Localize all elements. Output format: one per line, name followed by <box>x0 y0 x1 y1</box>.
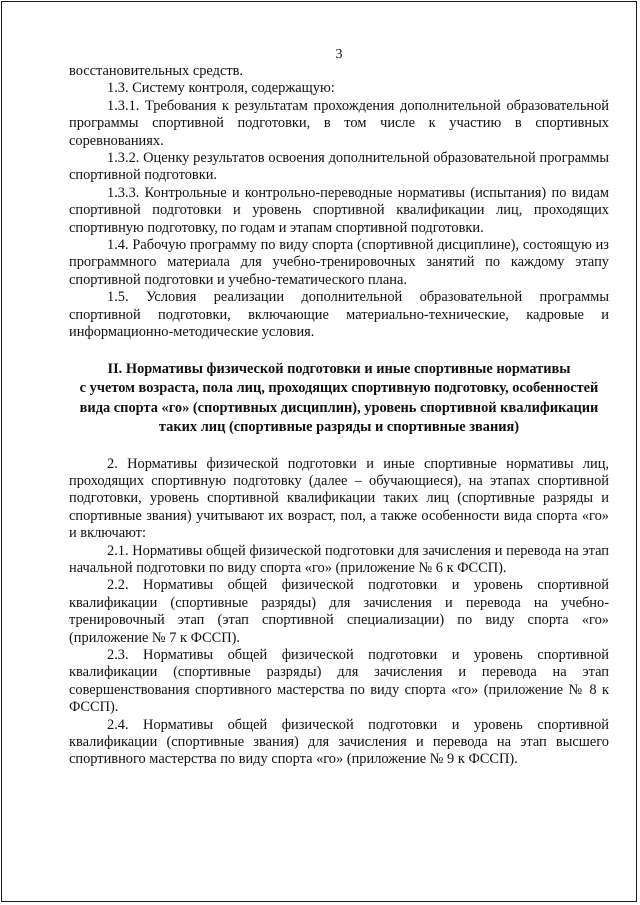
paragraph: 1.4. Рабочую программу по виду спорта (спортивной дисциплине), состоящую из программного материала для учебно-тренировочных занятий по каждому этапу спортивной подготовки и учебно-тематического плана. <box>69 237 609 288</box>
paragraph: восстановительных средств. <box>69 63 244 79</box>
paragraph: 2. Нормативы физической подготовки и иные спортивные нормативы лиц, проходящих спортивную подготовку (далее – обучающиеся), на этапах спортивной подготовки, уровень спортивной квалификации таких лиц (спортивные разряды и спортивные звания) учитывают их возраст, пол, а также особенности вида спорта «го» и включают: <box>69 455 609 542</box>
paragraph: 1.3.2. Оценку результатов освоения дополнительной образовательной программы спортивной подготовки. <box>69 150 609 184</box>
paragraph: 2.3. Нормативы общей физической подготовки и уровень спортивной квалификации (спортивные разряды) для зачисления и перевода на этап совершенствования спортивного мастерства по виду спорта «го» (приложение № 8 к ФССП). <box>69 646 609 716</box>
section-heading-line: с учетом возраста, пола лиц, проходящих спортивную подготовку, особенностей <box>79 380 599 396</box>
page-number: 3 <box>335 47 343 62</box>
section-heading <box>69 360 609 438</box>
document-page <box>1 1 637 902</box>
paragraph: 2.2. Нормативы общей физической подготовки и уровень спортивной квалификации (спортивные разряды) для зачисления и перевода на учебно-тренировочный этап (этап спортивной специализации) по виду спорта «го» (приложение № 7 к ФССП). <box>69 577 609 646</box>
section-heading-line: вида спорта «го» (спортивных дисциплин), уровень спортивной квалификации <box>79 399 599 416</box>
document-body <box>69 63 609 769</box>
paragraph: 1.3.1. Требования к результатам прохождения дополнительной образовательной программы спортивной подготовки, в том числе к участию в спортивных соревнованиях. <box>69 97 609 149</box>
section-heading-line: II. Нормативы физической подготовки и иные спортивные нормативы <box>107 360 571 377</box>
paragraph: 1.5. Условия реализации дополнительной образовательной программы спортивной подготовки, включающие материально-технические, кадровые и информационно-методические условия. <box>69 289 609 341</box>
paragraph: 2.4. Нормативы общей физической подготовки и уровень спортивной квалификации (спортивные звания) для зачисления и перевода на этап высшего спортивного мастерства по виду спорта «го» (приложение № 9 к ФССП). <box>69 716 609 768</box>
paragraph: 2.1. Нормативы общей физической подготовки для зачисления и перевода на этап начальной подготовки по виду спорта «го» (приложение № 6 к ФССП). <box>69 542 609 576</box>
section-heading-line: таких лиц (спортивные разряды и спортивные звания) <box>158 419 520 435</box>
paragraph: 1.3.3. Контрольные и контрольно-переводные нормативы (испытания) по видам спортивной подготовки и уровень спортивной квалификации лиц, проходящих спортивную подготовку, по годам и этапам спортивной подготовки. <box>69 184 609 236</box>
paragraph: 1.3. Систему контроля, содержащую: <box>107 80 335 97</box>
